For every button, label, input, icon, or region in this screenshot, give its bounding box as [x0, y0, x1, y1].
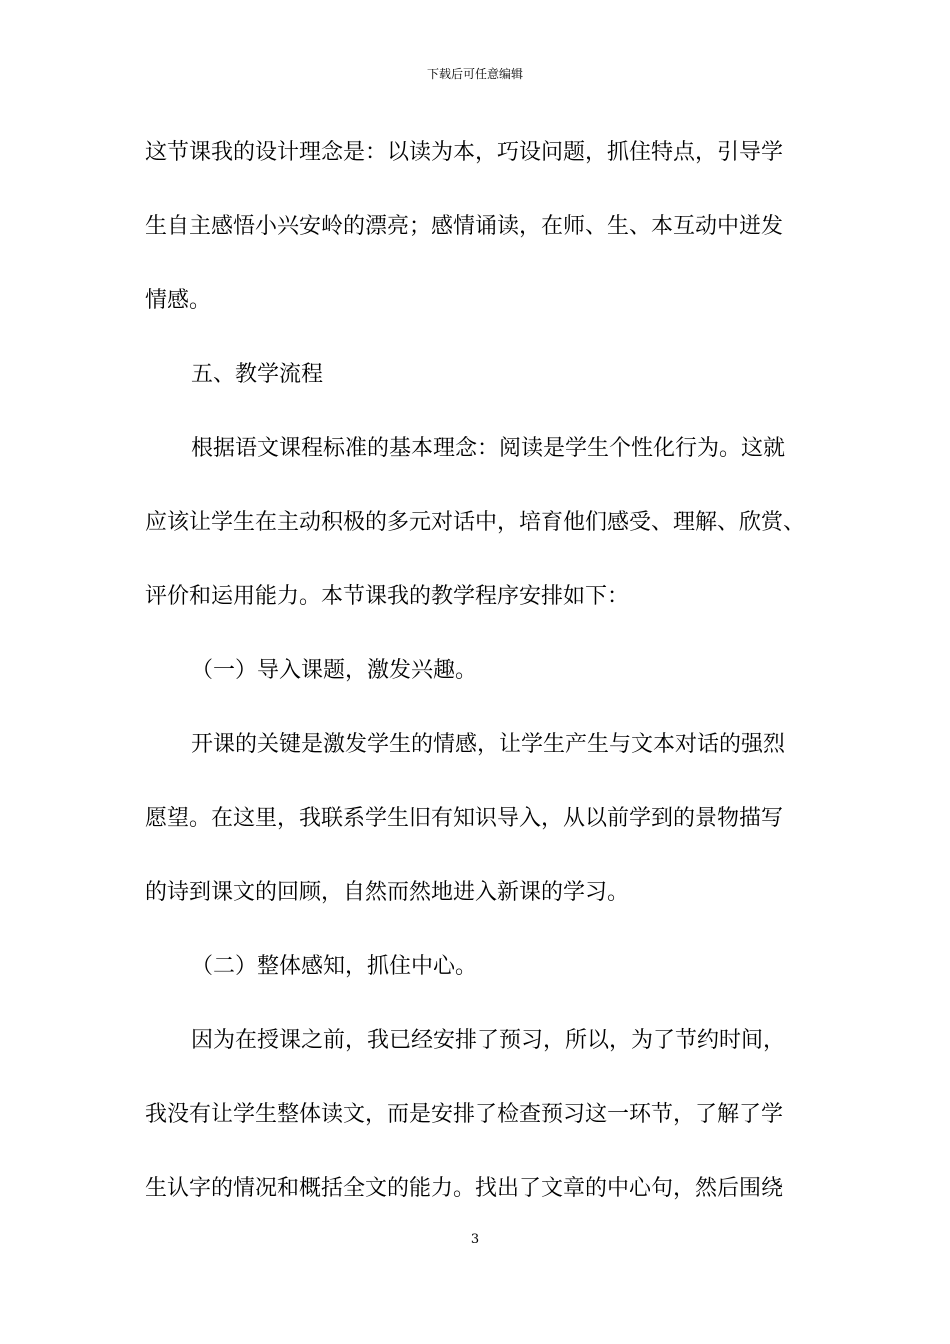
paragraph-line: 我没有让学生整体读文，而是安排了检查预习这一环节，了解了学 — [145, 1102, 784, 1127]
paragraph-line: 这节课我的设计理念是：以读为本，巧设问题，抓住特点，引导学 — [145, 140, 784, 165]
paragraph-line: 生认字的情况和概括全文的能力。找出了文章的中心句，然后围绕 — [145, 1176, 784, 1201]
paragraph-line: 生自主感悟小兴安岭的漂亮；感情诵读，在师、生、本互动中迸发 — [145, 214, 784, 239]
paragraph-line: 愿望。在这里，我联系学生旧有知识导入，从以前学到的景物描写 — [145, 806, 784, 831]
paragraph-line: 因为在授课之前，我已经安排了预习，所以，为了节约时间， — [191, 1028, 786, 1053]
paragraph-line: 开课的关键是激发学生的情感，让学生产生与文本对话的强烈 — [191, 732, 786, 757]
paragraph-line: 应该让学生在主动积极的多元对话中，培育他们感受、理解、欣赏、 — [145, 510, 806, 535]
subsection-heading: （二）整体感知，抓住中心。 — [191, 954, 478, 979]
paragraph-line: 根据语文课程标准的基本理念：阅读是学生个性化行为。这就 — [191, 436, 786, 461]
page-header: 下载后可任意编辑 — [426, 67, 523, 81]
section-heading: 五、教学流程 — [191, 362, 324, 387]
paragraph-line: 情感。 — [145, 288, 212, 313]
paragraph-line: 的诗到课文的回顾，自然而然地进入新课的学习。 — [145, 880, 630, 905]
page-number: 3 — [470, 1232, 480, 1247]
paragraph-line: 评价和运用能力。本节课我的教学程序安排如下： — [145, 584, 630, 609]
subsection-heading: （一）导入课题，激发兴趣。 — [191, 658, 478, 683]
